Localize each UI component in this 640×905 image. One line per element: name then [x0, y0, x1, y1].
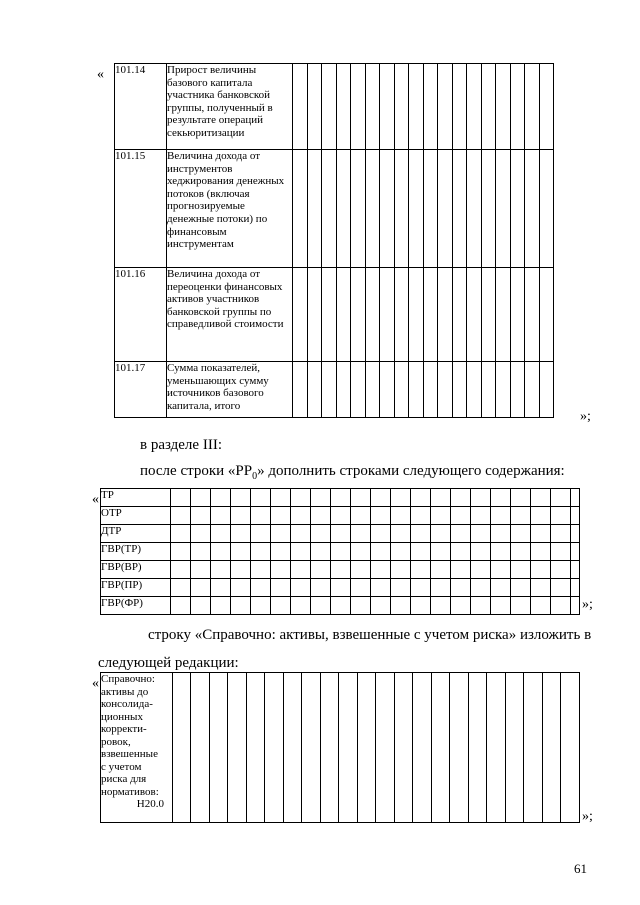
reference-assets-label [101, 673, 173, 823]
empty-cell [453, 362, 467, 418]
after-row-instruction [140, 462, 565, 480]
row-description: Величина дохода от переоценки финансовых активов участников банковской группы по справедливой стоимости [167, 268, 293, 362]
empty-cell [451, 597, 471, 615]
empty-cell [351, 561, 371, 579]
label-line: нормативов: [101, 785, 159, 798]
empty-cell [371, 507, 391, 525]
empty-cell [496, 362, 511, 418]
empty-cell [231, 597, 251, 615]
empty-cell [409, 362, 424, 418]
empty-cell [331, 507, 351, 525]
empty-cell [471, 597, 491, 615]
row-label: ОТР [101, 507, 171, 525]
empty-cell [171, 489, 191, 507]
empty-cell [391, 507, 411, 525]
empty-cell [291, 543, 311, 561]
empty-cell [271, 579, 291, 597]
empty-cell [438, 268, 453, 362]
empty-cell [191, 489, 211, 507]
after-row-sub: 0 [252, 471, 258, 482]
empty-cell [438, 150, 453, 268]
empty-cell [308, 150, 322, 268]
empty-cell [431, 489, 451, 507]
empty-cell [411, 543, 431, 561]
empty-cell [471, 507, 491, 525]
empty-cell [351, 268, 366, 362]
row-description: Величина дохода от инструментов хеджирования денежных потоков (включая прогнозируемые денежные потоки) по финансовым инструментам [167, 150, 293, 268]
empty-cell [525, 362, 540, 418]
table-row [115, 150, 554, 268]
empty-cell [251, 543, 271, 561]
empty-cell [171, 543, 191, 561]
empty-cell [482, 362, 496, 418]
row-label: ТР [101, 489, 171, 507]
instruction-line-3: строку «Справочно: активы, взвешенные с учетом риска» изложить в [148, 627, 592, 643]
empty-cell [191, 597, 211, 615]
empty-cell [271, 597, 291, 615]
empty-cell [191, 525, 211, 543]
row-label: ГВР(ТР) [101, 543, 171, 561]
empty-cell [391, 579, 411, 597]
empty-cell [191, 561, 211, 579]
empty-cell [395, 268, 409, 362]
empty-cell [471, 561, 491, 579]
empty-cell [531, 561, 551, 579]
label-line: консолида- [101, 698, 153, 710]
empty-cell [271, 507, 291, 525]
empty-cell [391, 489, 411, 507]
empty-cell [482, 150, 496, 268]
empty-cell [271, 489, 291, 507]
empty-cell [371, 525, 391, 543]
empty-cell [491, 507, 511, 525]
empty-cell [411, 525, 431, 543]
empty-cell [231, 507, 251, 525]
empty-cell [551, 507, 571, 525]
empty-cell [366, 268, 380, 362]
empty-cell [351, 489, 371, 507]
table-capital-deductions [114, 63, 554, 418]
row-label: ГВР(ПР) [101, 579, 171, 597]
empty-cell [171, 579, 191, 597]
table-row [101, 597, 580, 615]
empty-cell [171, 507, 191, 525]
empty-cell [395, 362, 409, 418]
empty-cell [438, 64, 453, 150]
empty-cell [211, 543, 231, 561]
empty-cell [451, 507, 471, 525]
label-line: взвешенные [101, 748, 158, 760]
open-quote-1: « [97, 67, 104, 82]
empty-cell [231, 561, 251, 579]
empty-cell [467, 64, 482, 150]
empty-cell [451, 579, 471, 597]
empty-cell [322, 64, 337, 150]
empty-cell [251, 507, 271, 525]
empty-cell [211, 597, 231, 615]
empty-cell [291, 525, 311, 543]
empty-cell [511, 561, 531, 579]
empty-cell [482, 268, 496, 362]
empty-cell [231, 543, 251, 561]
empty-cell [351, 507, 371, 525]
empty-cell [366, 64, 380, 150]
empty-cell [511, 268, 525, 362]
empty-cell [291, 561, 311, 579]
empty-cell [366, 150, 380, 268]
empty-cell [293, 150, 308, 268]
empty-cell [380, 150, 395, 268]
empty-cell [471, 489, 491, 507]
empty-cell [366, 362, 380, 418]
empty-cell [391, 525, 411, 543]
empty-cell [531, 489, 551, 507]
empty-cell [491, 525, 511, 543]
empty-cell [531, 525, 551, 543]
row-code: 101.15 [115, 150, 167, 268]
empty-cell [409, 268, 424, 362]
empty-cell [471, 525, 491, 543]
reference-assets-code: Н20.0 [136, 798, 164, 810]
empty-cell [511, 150, 525, 268]
label-line: риска для [101, 773, 147, 785]
empty-cell [351, 597, 371, 615]
empty-cell [251, 525, 271, 543]
empty-cell [371, 489, 391, 507]
empty-cell [371, 543, 391, 561]
empty-cell [308, 64, 322, 150]
empty-cell [271, 543, 291, 561]
empty-cell [471, 579, 491, 597]
empty-cell [391, 597, 411, 615]
empty-cell [571, 597, 580, 615]
empty-cell [496, 268, 511, 362]
empty-cell [171, 525, 191, 543]
label-line: ровок, [101, 735, 131, 748]
empty-cell [424, 64, 438, 150]
empty-cell [293, 64, 308, 150]
empty-cell [395, 64, 409, 150]
empty-cell [271, 561, 291, 579]
empty-cell [453, 64, 467, 150]
empty-cell [337, 268, 351, 362]
empty-cell [482, 64, 496, 150]
label-line: ционных [101, 710, 143, 723]
row-description: Прирост величины базового капитала участника банковской группы, полученный в результате операций секьюритизации [167, 64, 293, 150]
empty-cell [551, 579, 571, 597]
empty-cell [211, 579, 231, 597]
empty-cell [551, 561, 571, 579]
label-line: Справочно: [101, 673, 155, 685]
empty-cell [431, 543, 451, 561]
empty-cell [322, 362, 337, 418]
empty-cell [491, 561, 511, 579]
empty-cell [451, 525, 471, 543]
empty-cell [411, 489, 431, 507]
empty-cell [380, 268, 395, 362]
empty-cell [531, 597, 551, 615]
empty-cell [351, 525, 371, 543]
close-quote-2: »; [582, 597, 593, 612]
empty-cell [231, 525, 251, 543]
empty-cell [551, 543, 571, 561]
empty-cell [571, 579, 580, 597]
empty-cell [171, 597, 191, 615]
empty-cell [391, 543, 411, 561]
empty-cell [431, 597, 451, 615]
empty-cell [322, 268, 337, 362]
label-line: активы до [101, 685, 149, 698]
instruction-line-4: следующей редакции: [98, 655, 239, 671]
empty-cell [411, 561, 431, 579]
after-row-post: » дополнить строками следующего содержания: [257, 463, 565, 479]
empty-cell [511, 579, 531, 597]
table-row [101, 561, 580, 579]
empty-cell [511, 543, 531, 561]
close-quote-3: »; [582, 809, 593, 824]
empty-cell [371, 579, 391, 597]
empty-cell [293, 362, 308, 418]
empty-cell [231, 579, 251, 597]
empty-cell [171, 561, 191, 579]
empty-cell [471, 543, 491, 561]
empty-cell [251, 579, 271, 597]
empty-cell [540, 362, 554, 418]
empty-cell [211, 507, 231, 525]
empty-cell [431, 507, 451, 525]
table-row [115, 64, 554, 150]
empty-cell [571, 525, 580, 543]
empty-cell [351, 150, 366, 268]
empty-cell [337, 64, 351, 150]
empty-cell [511, 597, 531, 615]
empty-cell [540, 64, 554, 150]
empty-cell [211, 561, 231, 579]
table-row [101, 579, 580, 597]
empty-cell [525, 268, 540, 362]
empty-cell [409, 64, 424, 150]
empty-cell [409, 150, 424, 268]
empty-cell [551, 525, 571, 543]
empty-cell [331, 597, 351, 615]
empty-cell [337, 150, 351, 268]
empty-cell [453, 268, 467, 362]
empty-cell [496, 64, 511, 150]
empty-cell [467, 150, 482, 268]
empty-cell [531, 579, 551, 597]
empty-cell [467, 362, 482, 418]
empty-cell [571, 489, 580, 507]
empty-cell [395, 150, 409, 268]
empty-cell [424, 268, 438, 362]
empty-cell [491, 579, 511, 597]
empty-cell [467, 268, 482, 362]
empty-cell [431, 525, 451, 543]
empty-cell [451, 561, 471, 579]
table-row [115, 268, 554, 362]
empty-cell [191, 579, 211, 597]
empty-cell [411, 597, 431, 615]
empty-cell [531, 543, 551, 561]
row-code: 101.17 [115, 362, 167, 418]
empty-cell [351, 543, 371, 561]
empty-cell [491, 597, 511, 615]
empty-cell [331, 543, 351, 561]
empty-cell [351, 64, 366, 150]
empty-cell [424, 362, 438, 418]
empty-cell [311, 579, 331, 597]
empty-cell [308, 362, 322, 418]
empty-cell [551, 489, 571, 507]
row-code: 101.14 [115, 64, 167, 150]
empty-cell [511, 489, 531, 507]
empty-cell [351, 579, 371, 597]
empty-cell [251, 597, 271, 615]
empty-cell [331, 525, 351, 543]
page-number: 61 [574, 861, 587, 876]
empty-cell [540, 268, 554, 362]
empty-cell [371, 597, 391, 615]
empty-cell [311, 507, 331, 525]
empty-cell [211, 525, 231, 543]
empty-cell [311, 561, 331, 579]
empty-cell [525, 64, 540, 150]
label-line: с учетом [101, 760, 142, 773]
label-line: корректи- [101, 723, 147, 735]
table-row [115, 362, 554, 418]
empty-cell [311, 525, 331, 543]
empty-cell [331, 561, 351, 579]
empty-cell [308, 268, 322, 362]
open-quote-3: « [92, 676, 99, 691]
empty-cell [431, 561, 451, 579]
table-row [101, 543, 580, 561]
empty-cell [438, 362, 453, 418]
empty-cell [511, 64, 525, 150]
empty-cell [291, 507, 311, 525]
empty-cell [311, 489, 331, 507]
empty-cell [431, 579, 451, 597]
empty-cell [571, 561, 580, 579]
row-description: Сумма показателей, уменьшающих сумму источников базового капитала, итого [167, 362, 293, 418]
empty-cell [251, 489, 271, 507]
empty-cell [551, 597, 571, 615]
section-heading-text: в разделе III: [140, 437, 222, 453]
empty-cell [291, 579, 311, 597]
empty-cell [331, 489, 351, 507]
table-row [101, 525, 580, 543]
row-code: 101.16 [115, 268, 167, 362]
empty-cell [411, 579, 431, 597]
empty-cell [511, 362, 525, 418]
empty-cell [525, 150, 540, 268]
row-label: ДТР [101, 525, 171, 543]
empty-cell [453, 150, 467, 268]
empty-cell [451, 543, 471, 561]
empty-cell [380, 362, 395, 418]
empty-cell [291, 597, 311, 615]
empty-cell [322, 150, 337, 268]
empty-cell [337, 362, 351, 418]
empty-cell [211, 489, 231, 507]
table-reference-assets [100, 672, 580, 823]
row-label: ГВР(ВР) [101, 561, 171, 579]
empty-cell [451, 489, 471, 507]
empty-cell [351, 362, 366, 418]
empty-cell [531, 507, 551, 525]
empty-cell [311, 543, 331, 561]
close-quote-1: »; [580, 409, 591, 424]
empty-cell [571, 507, 580, 525]
empty-cell [511, 507, 531, 525]
empty-cell [571, 543, 580, 561]
empty-cell [491, 489, 511, 507]
row-label: ГВР(ФР) [101, 597, 171, 615]
empty-cell [191, 507, 211, 525]
empty-cell [380, 64, 395, 150]
open-quote-2: « [92, 492, 99, 507]
empty-cell [251, 561, 271, 579]
table-row [101, 507, 580, 525]
table-risk-rows [100, 488, 580, 615]
table-row [101, 489, 580, 507]
empty-cell [540, 150, 554, 268]
empty-cell [496, 150, 511, 268]
empty-cell [191, 543, 211, 561]
empty-cell [311, 597, 331, 615]
empty-cell [331, 579, 351, 597]
empty-cell [491, 543, 511, 561]
after-row-pre: после строки «РР [140, 463, 253, 479]
empty-cell [293, 268, 308, 362]
empty-cell [391, 561, 411, 579]
empty-cell [291, 489, 311, 507]
empty-cell [411, 507, 431, 525]
empty-cell [424, 150, 438, 268]
empty-cell [371, 561, 391, 579]
empty-cell [231, 489, 251, 507]
empty-cell [271, 525, 291, 543]
empty-cell [511, 525, 531, 543]
